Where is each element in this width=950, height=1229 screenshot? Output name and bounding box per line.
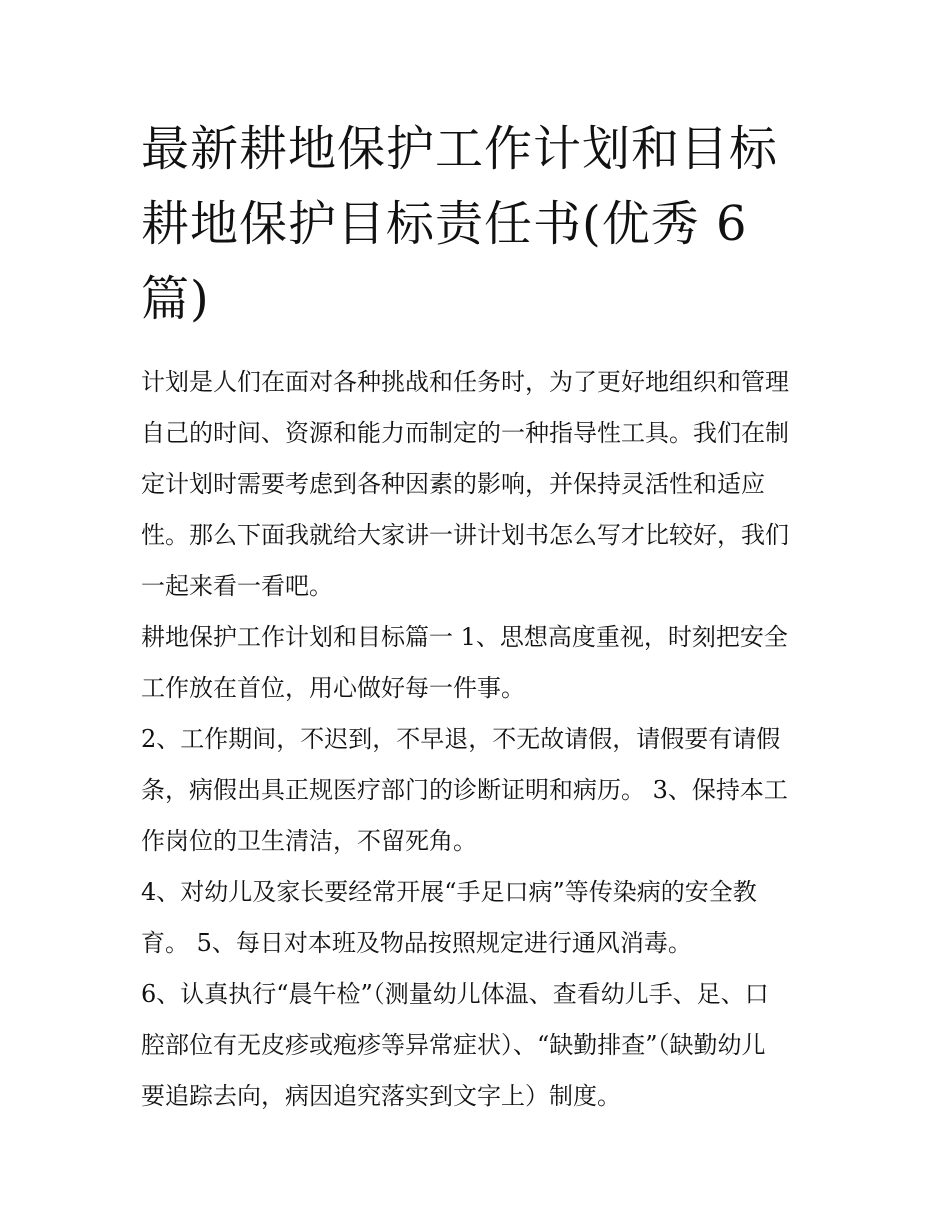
text-line: 一起来看一看吧。: [141, 572, 333, 600]
text-line: 条，病假出具正规医疗部门的诊断证明和病历。 3、保持本工: [141, 776, 788, 804]
text-line: 性。那么下面我就给大家讲一讲计划书怎么写才比较好，我们: [141, 521, 789, 549]
text-line: 工作放在首位，用心做好每一件事。: [141, 674, 525, 702]
text-line: 定计划时需要考虑到各种因素的影响，并保持灵活性和适应: [141, 470, 765, 498]
text-line: 作岗位的卫生清洁，不留死角。: [141, 827, 477, 855]
text-line: 计划是人们在面对各种挑战和任务时，为了更好地组织和管理: [141, 368, 789, 396]
title-line: 最新耕地保护工作计划和目标: [141, 121, 779, 177]
text-line: 腔部位有无皮疹或疱疹等异常症状）、“缺勤排查”（缺勤幼儿: [141, 1031, 766, 1059]
text-line: 4、对幼儿及家长要经常开展“手足口病”等传染病的安全教: [141, 878, 757, 906]
document-body: [141, 357, 821, 1122]
text-line: 要追踪去向，病因追究落实到文字上）制度。: [141, 1082, 621, 1110]
document-title: [141, 112, 821, 337]
title-line: 耕地保护目标责任书(优秀 6: [141, 196, 748, 252]
text-line: 耕地保护工作计划和目标篇一 1、思想高度重视，时刻把安全: [141, 623, 788, 651]
text-line: 自己的时间、资源和能力而制定的一种指导性工具。我们在制: [141, 419, 789, 447]
title-line: 篇): [141, 271, 210, 327]
text-line: 6、认真执行“晨午检”（测量幼儿体温、查看幼儿手、足、口: [141, 980, 769, 1008]
text-line: 育。 5、每日对本班及物品按照规定进行通风消毒。: [141, 929, 692, 957]
text-line: 2、工作期间，不迟到，不早退，不无故请假，请假要有请假: [141, 725, 781, 753]
